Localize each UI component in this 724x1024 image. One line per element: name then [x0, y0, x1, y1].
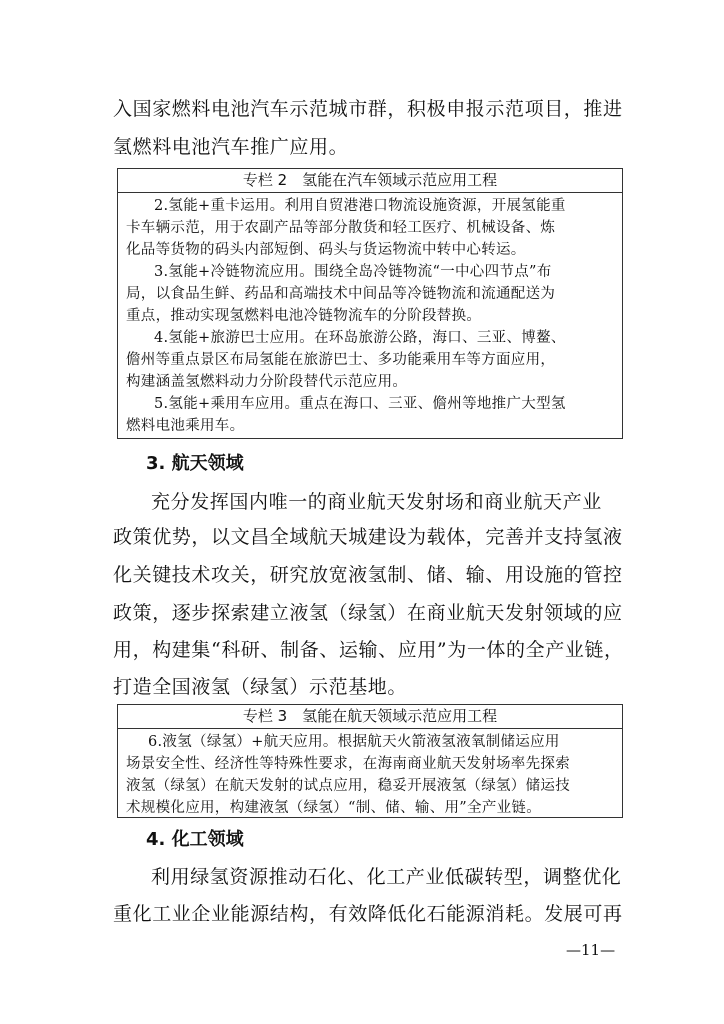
box-line: 燃料电池乘用车。 — [126, 418, 245, 434]
box-line: 儋州等重点景区布局氢能在旅游巴士、多功能乘用车等方面应用， — [126, 352, 556, 368]
paragraph-line: 重化工业企业能源结构，有效降低化石能源消耗。发展可再 — [113, 903, 623, 925]
paragraph-line: 政策优势，以文昌全域航天城建设为载体，完善并支持氢液 — [113, 526, 623, 548]
box-line: 术规模化应用，构建液氢（绿氢）“制、储、输、用”全产业链。 — [126, 800, 542, 816]
box-line: 3.氢能+冷链物流应用。围绕全岛冷链物流“一中心四节点”布 — [154, 264, 552, 280]
paragraph-line: 打造全国液氢（绿氢）示范基地。 — [113, 676, 408, 698]
box-column-3 — [117, 704, 623, 818]
paragraph-line: 充分发挥国内唯一的商业航天发射场和商业航天产业 — [151, 491, 602, 513]
box-line: 化品等货物的码头内部短倒、码头与货运物流中转中心转运。 — [126, 242, 526, 258]
box-title: 专栏 3 氢能在航天领域示范应用工程 — [118, 705, 622, 729]
box-column-2 — [117, 168, 623, 439]
paragraph-line: 用，构建集“科研、制备、运输、应用”为一体的全产业链， — [113, 639, 624, 661]
box-line: 4.氢能+旅游巴士应用。在环岛旅游公路，海口、三亚、博鳌、 — [154, 330, 566, 346]
section-heading: 4. 化工领域 — [146, 829, 244, 850]
box-line: 2.氢能+重卡运用。利用自贸港港口物流设施资源，开展氢能重 — [154, 198, 566, 214]
page-number: —11— — [566, 941, 616, 959]
paragraph-line: 入国家燃料电池汽车示范城市群，积极申报示范项目，推进 — [113, 98, 623, 120]
box-line: 6.液氢（绿氢）+航天应用。根据航天火箭液氢液氧制储运应用 — [148, 734, 560, 750]
paragraph-line: 氢燃料电池汽车推广应用。 — [113, 136, 349, 158]
box-line: 局，以食品生鲜、药品和高端技术中间品等冷链物流和流通配送为 — [126, 286, 556, 302]
section-heading: 3. 航天领域 — [146, 453, 244, 474]
box-line: 卡车辆示范，用于农副产品等部分散货和轻工医疗、机械设备、炼 — [126, 220, 556, 236]
box-line: 液氢（绿氢）在航天发射的试点应用，稳妥开展液氢（绿氢）储运技 — [126, 778, 570, 794]
box-line: 场景安全性、经济性等特殊性要求，在海南商业航天发射场率先探索 — [126, 756, 570, 772]
paragraph-line: 化关键技术攻关，研究放宽液氢制、储、输、用设施的管控 — [113, 564, 623, 586]
paragraph-line: 利用绿氢资源推动石化、化工产业低碳转型，调整优化 — [151, 866, 622, 888]
paragraph-line: 政策，逐步探索建立液氢（绿氢）在商业航天发射领域的应 — [113, 602, 623, 624]
box-line: 构建涵盖氢燃料动力分阶段替代示范应用。 — [126, 374, 408, 390]
box-line: 5.氢能+乘用车应用。重点在海口、三亚、儋州等地推广大型氢 — [154, 396, 566, 412]
box-line: 重点，推动实现氢燃料电池冷链物流车的分阶段替换。 — [126, 308, 482, 324]
box-title: 专栏 2 氢能在汽车领域示范应用工程 — [118, 169, 622, 193]
